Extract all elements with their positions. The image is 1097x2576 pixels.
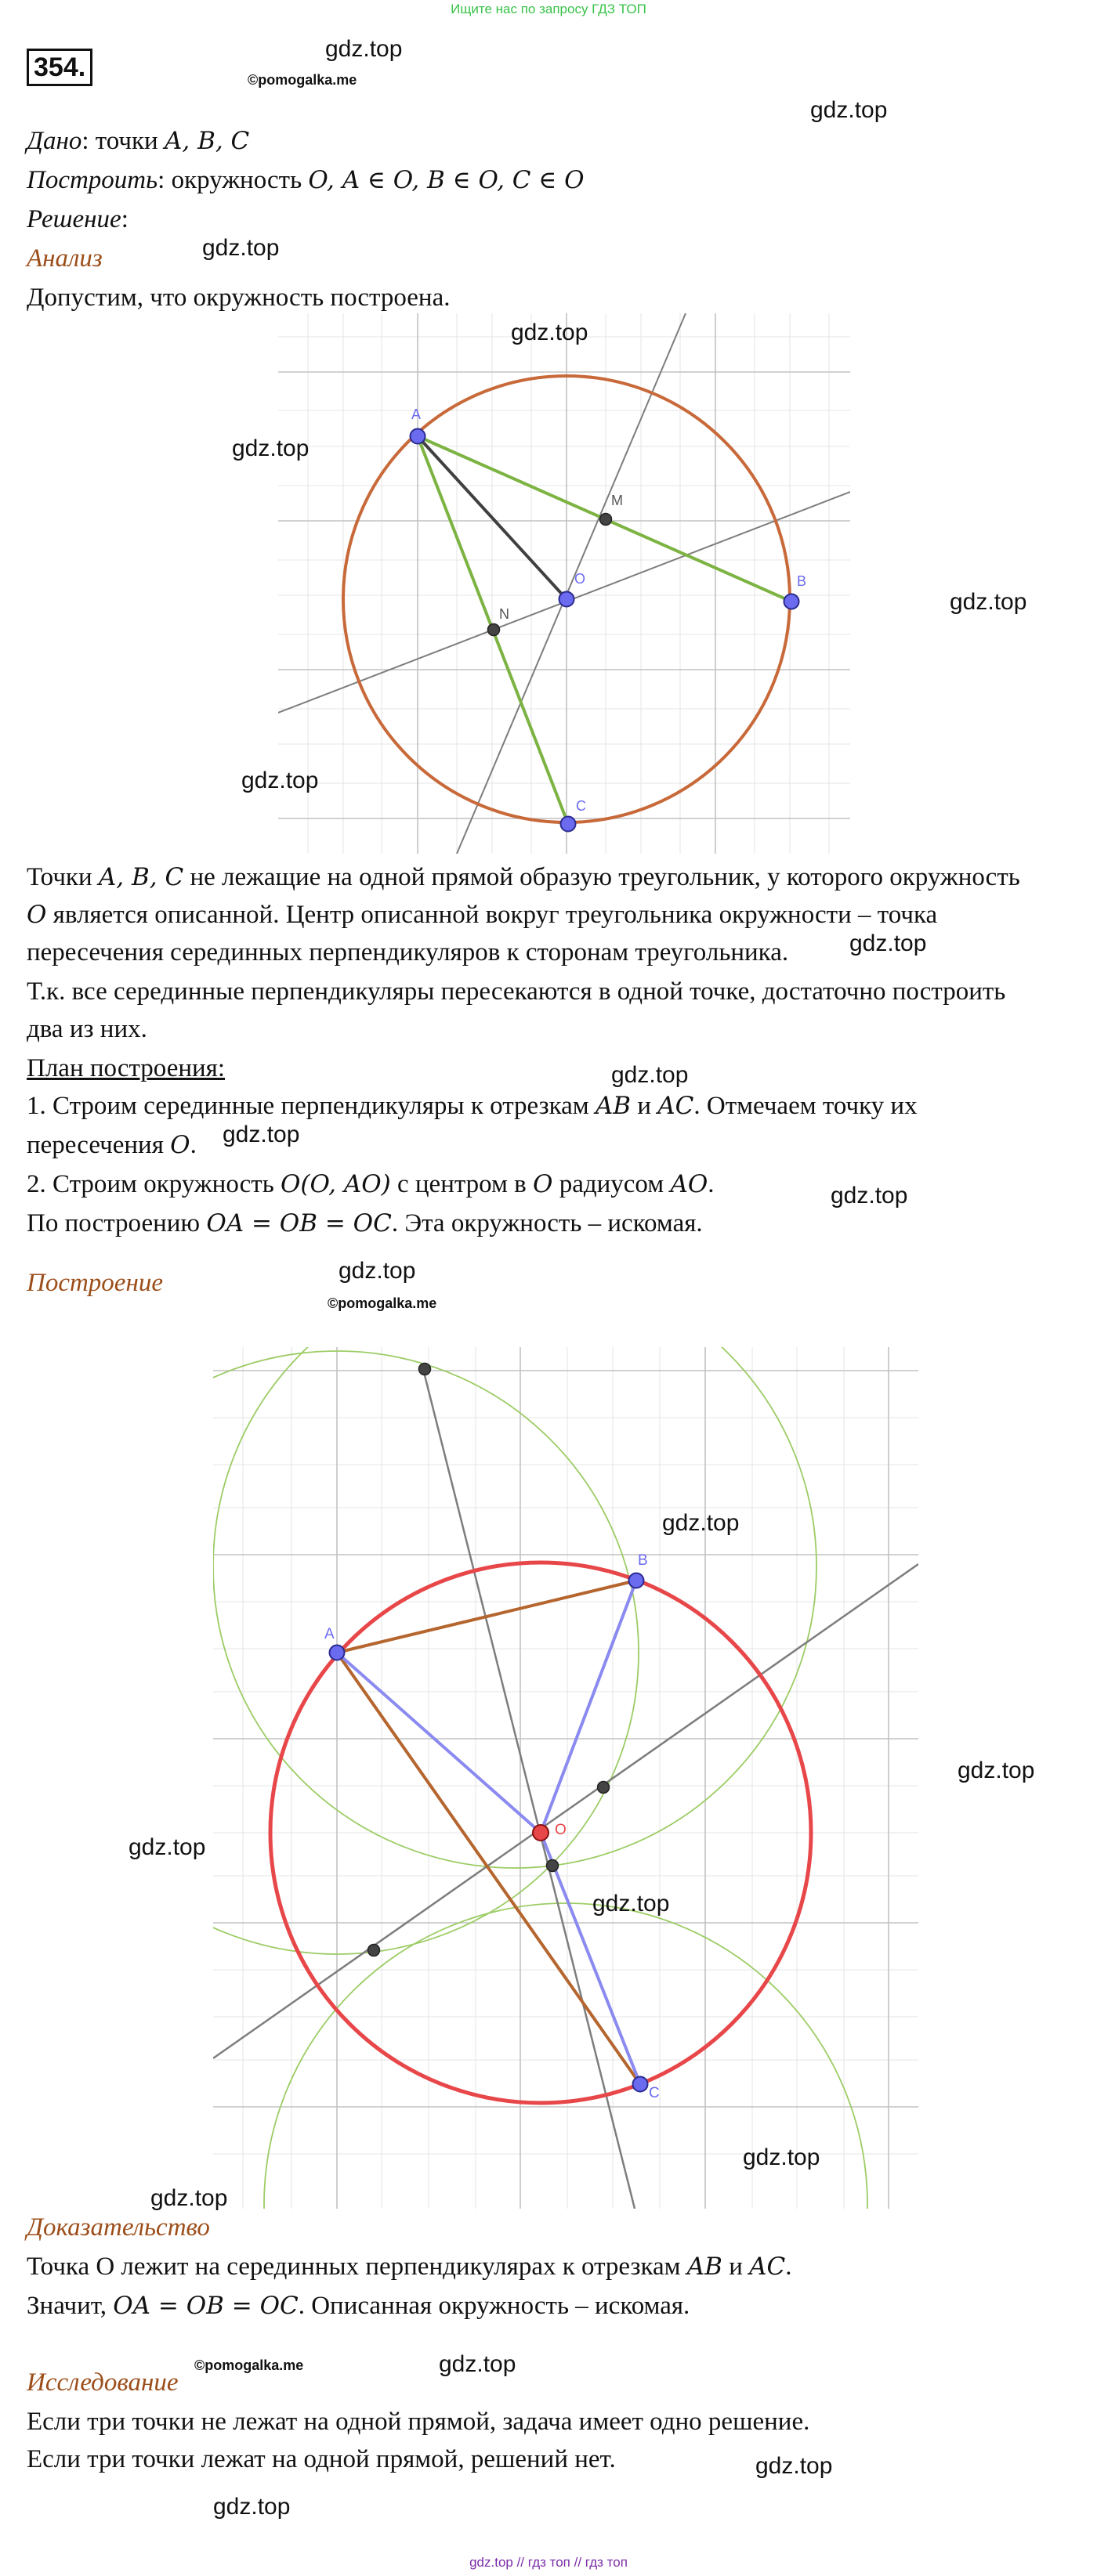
point-o: [533, 1825, 548, 1841]
plan-step-3: [27, 1209, 703, 1238]
analysis-para-line: Т.к. все серединные перпендикуляры пересекаются в одной точке, достаточно построить: [27, 977, 1006, 1006]
point-a: [330, 1646, 345, 1660]
watermark: gdz.top: [743, 2144, 820, 2170]
point-o: [559, 592, 574, 607]
watermark: gdz.top: [592, 1891, 670, 1917]
construction-figure: [213, 1347, 918, 2209]
text: является описанной. Центр описанной вокруг треугольника окружности – точка: [46, 901, 938, 929]
text: с центром в: [390, 1170, 534, 1198]
watermark: gdz.top: [150, 2185, 228, 2211]
text: пересечения: [27, 1131, 171, 1159]
analysis-figure: [278, 313, 850, 854]
text: и: [631, 1092, 658, 1120]
construct-text: : окружность: [157, 166, 309, 194]
watermark: gdz.top: [662, 1510, 740, 1536]
construction-heading: Построение: [27, 1269, 163, 1297]
proof-heading: Доказательство: [27, 2213, 210, 2242]
math: O(O, AO): [281, 1170, 391, 1198]
watermark: gdz.top: [202, 235, 280, 261]
label-a: A: [411, 406, 422, 422]
intersection-point: [368, 1945, 380, 1956]
label-o: O: [555, 1822, 567, 1838]
text: По построению: [27, 1209, 207, 1237]
point-a: [411, 429, 425, 444]
analysis-para-line: [27, 901, 937, 930]
label-m: M: [611, 493, 623, 508]
plan-step-1-cont: [27, 1131, 197, 1160]
given-text: : точки: [81, 127, 165, 155]
point-m: [600, 514, 612, 526]
intersection-point: [598, 1782, 610, 1794]
watermark: gdz.top: [223, 1122, 300, 1147]
point-c: [561, 817, 576, 832]
construct-line: [27, 166, 585, 195]
point-c: [633, 2077, 648, 2092]
analysis-heading: Анализ: [27, 244, 103, 273]
math: AC: [657, 1092, 694, 1120]
bottom-banner[interactable]: gdz.top // гдз топ // гдз топ: [469, 2555, 628, 2570]
proof-line-2: [27, 2292, 690, 2321]
text: и: [722, 2253, 750, 2281]
analysis-text: Допустим, что окружность построена.: [27, 284, 451, 312]
text: 1. Строим серединные перпендикуляры к отрезкам: [27, 1092, 596, 1120]
given-line: [27, 127, 249, 156]
text: .: [190, 1131, 197, 1159]
point-b: [629, 1573, 644, 1588]
solution-label: Решение: [27, 205, 121, 233]
math: AO: [670, 1170, 708, 1198]
watermark: gdz.top: [232, 435, 310, 461]
label-b: B: [638, 1552, 648, 1569]
label-n: N: [499, 606, 509, 622]
watermark: gdz.top: [129, 1834, 206, 1860]
math: A, B, C: [98, 863, 184, 891]
intersection-point: [547, 1860, 559, 1872]
text: . Эта окружность – искомая.: [391, 1209, 703, 1237]
label-c: C: [576, 798, 586, 814]
solution-colon: :: [121, 205, 129, 233]
given-math: A, B, C: [164, 127, 250, 155]
top-banner[interactable]: Ищите нас по запросу ГДЗ ТОП: [451, 2, 646, 16]
solution-line: [27, 205, 129, 234]
watermark: gdz.top: [241, 768, 319, 793]
text: радиусом: [552, 1170, 671, 1198]
watermark: gdz.top: [849, 930, 927, 956]
label-a: A: [324, 1626, 335, 1642]
copyright: ©pomogalka.me: [248, 72, 357, 88]
math: O: [170, 1131, 190, 1159]
plan-step-1: [27, 1092, 918, 1121]
text: Значит,: [27, 2292, 114, 2320]
analysis-para-line: [27, 863, 1020, 892]
math: O: [533, 1170, 553, 1198]
watermark: gdz.top: [511, 320, 588, 345]
text: .: [708, 1170, 715, 1198]
plan-heading: План построения:: [27, 1054, 226, 1082]
text: 2. Строим окружность: [27, 1170, 281, 1198]
watermark: gdz.top: [810, 97, 888, 123]
watermark: gdz.top: [325, 36, 403, 62]
label-c: C: [649, 2085, 660, 2101]
given-label: Дано: [27, 127, 82, 155]
text: не лежащие на одной прямой образую треугольник, у которого окружность: [183, 863, 1020, 891]
watermark: gdz.top: [950, 589, 1027, 615]
math: AC: [749, 2253, 786, 2281]
label-b: B: [797, 573, 807, 589]
research-line-2: Если три точки лежат на одной прямой, решений нет.: [27, 2445, 616, 2473]
text: .: [785, 2253, 792, 2281]
plan-step-2: [27, 1170, 715, 1199]
watermark: gdz.top: [439, 2351, 516, 2377]
math: AB: [595, 1092, 632, 1120]
intersection-point: [419, 1364, 431, 1375]
math: AB: [686, 2253, 722, 2281]
construct-label: Построить: [27, 166, 158, 194]
text: Точка О лежит на серединных перпендикулярах к отрезкам: [27, 2253, 687, 2281]
analysis-para-line: пересечения серединных перпендикуляров к сторонам треугольника.: [27, 938, 789, 966]
text: . Отмечаем точку их: [693, 1092, 918, 1120]
text: . Описанная окружность – искомая.: [298, 2292, 690, 2320]
construct-math: O, A ∈ O, B ∈ O, C ∈ O: [308, 166, 585, 194]
analysis-para-line: два из них.: [27, 1015, 147, 1043]
point-n: [488, 624, 500, 636]
math: O: [27, 901, 47, 929]
watermark: gdz.top: [339, 1258, 416, 1284]
watermark: gdz.top: [755, 2453, 833, 2479]
watermark: gdz.top: [958, 1758, 1035, 1783]
text: Точки: [27, 863, 99, 891]
problem-number: 354.: [27, 49, 92, 86]
math: OA = OB = OC: [113, 2292, 299, 2320]
watermark: gdz.top: [611, 1062, 689, 1088]
watermark: gdz.top: [831, 1183, 908, 1209]
watermark: gdz.top: [213, 2494, 291, 2520]
research-line-1: Если три точки не лежат на одной прямой, задача имеет одно решение.: [27, 2408, 810, 2436]
copyright: ©pomogalka.me: [194, 2357, 304, 2373]
point-b: [784, 594, 799, 609]
copyright: ©pomogalka.me: [328, 1295, 437, 1311]
math: OA = OB = OC: [206, 1209, 392, 1237]
research-heading: Исследование: [27, 2368, 179, 2397]
label-o: O: [574, 571, 586, 587]
proof-line-1: [27, 2253, 792, 2282]
